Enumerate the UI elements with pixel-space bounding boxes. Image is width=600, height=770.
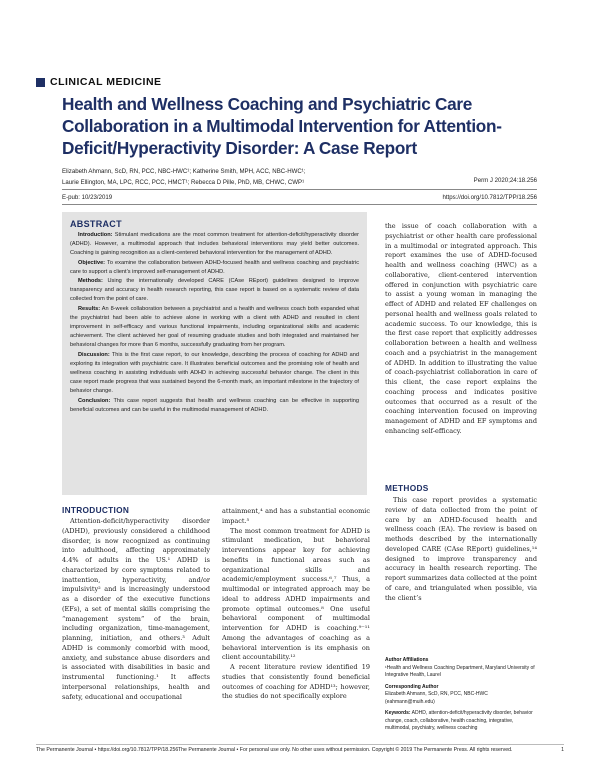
intro-column-1 bbox=[62, 517, 210, 702]
intro-paragraph: the issue of coach collaboration with a psychiatrist or other health care professional in a multimodal or integrated approach. This report examines the use of ADHD-focused health and wellness coaching (HWC) as a collaborative, client-centered intervention offered in conjunction with psychiatric care to assist a young woman in managing the effect of ADHD and related EF challenges on personal health and wellness goals related to academic success. To our knowledge, this is the first case report that explicitly addresses collaboration between a health and wellness coach and a psychiatrist in the management of ADHD. In addition to illustrating the value of coach-psychiatrist collaboration in care of this client, the case report explains the coaching process and indicates positive outcomes that occurred as a result of the coaching intervention focused on improving management of ADHD and EF symptoms and enhancing self-efficacy. bbox=[385, 222, 537, 435]
epub-date: E-pub: 10/23/2019 bbox=[62, 194, 113, 201]
citation: Perm J 2020;24:18.256 bbox=[473, 177, 537, 184]
abstract-heading: ABSTRACT bbox=[70, 219, 122, 229]
abstract-methods: Methods: Using the internationally developed CARE (CAse REport) guidelines designed to improve transparency and accuracy in health research reporting, this case report is based on a systematic review of data collected from the point of care. bbox=[70, 278, 359, 303]
footer-right: The Permanente Journal • For personal use only. No other uses without permission. Copyright © 2019 The Permanente Press. All rights reserved. bbox=[178, 747, 513, 753]
intro-column-2 bbox=[222, 507, 370, 702]
author-line-1: Elizabeth Ahmann, ScD, RN, PCC, NBC-HWC¹; Katherine Smith, MPH, ACC, NBC-HWC¹; bbox=[62, 168, 306, 175]
intro-paragraph: A recent literature review identified 19 studies that consistently found beneficial outcomes of coaching for ADHD¹³; however, the studies do not specifically explore bbox=[222, 663, 370, 701]
divider-bottom bbox=[62, 204, 537, 205]
section-label-text: CLINICAL MEDICINE bbox=[50, 76, 162, 88]
footer-left: The Permanente Journal • https://doi.org/10.7812/TPP/18.256 bbox=[36, 747, 179, 753]
abstract-introduction: Introduction: Stimulant medications are the most common treatment for attention-deficit/hyperactivity disorder (ADHD). However, a multimodal approach that includes behavioral interventions may yield better outcomes. Coaching is gaining recognition as a client-centered behavioral intervention for the management of ADHD. bbox=[70, 232, 359, 257]
corresponding-author: Corresponding Author Elizabeth Ahmann, ScD, RN, PCC, NBC-HWC (eahmann@muih.edu) bbox=[385, 683, 488, 705]
page-number: 1 bbox=[561, 747, 564, 753]
methods-heading: METHODS bbox=[385, 483, 429, 493]
abstract-results: Results: An 8-week collaboration between a psychiatrist and a health and wellness coach both expanded what the psychiatrist had been able to achieve alone in working with a client with ADHD and resulted in client improvement in self-efficacy and various functional impairments, including organizational skills and academic achievement. The client achieved her goal of resuming graduate studies and both integrated and maintained her behavioral changes for more than 6 months, successfully graduating from her program. bbox=[70, 305, 359, 349]
methods-column bbox=[385, 496, 537, 603]
intro-column-3 bbox=[385, 222, 537, 437]
author-affiliations: Author Affiliations ¹Health and Wellness Coaching Department, Maryland University of Integrative Health, Laurel bbox=[385, 657, 535, 678]
section-square-icon bbox=[36, 78, 45, 87]
abstract-objective: Objective: To examine the collaboration between ADHD-focused health and wellness coaching and psychiatric care to support a client’s improved self-management of ADHD. bbox=[70, 259, 359, 275]
footer-divider bbox=[36, 744, 564, 745]
divider-top bbox=[62, 189, 537, 190]
introduction-heading: INTRODUCTION bbox=[62, 505, 130, 515]
intro-paragraph: Attention-deficit/hyperactivity disorder (ADHD), previously considered a childhood disorder, is now recognized as continuing into adulthood, affecting approximately 4.4% of adults in the US.¹ ADHD is characterized by core symptoms related to inattention, hyperactivity, and/or impulsivity² and is increasingly understood as a disorder of the executive functions (EFs), a set of mental skills comprising the “management system” of the brain, including organization, time-management, planning, initiation, and others.³ Adult ADHD is commonly comorbid with mood, anxiety, and substance abuse disorders and is associated with disabilities in basic and instrumental functioning.¹ It affects interpersonal relationships, health and safety, educational and occupational bbox=[62, 517, 210, 701]
article-title: Health and Wellness Coaching and Psychiatric Care Collaboration in a Multimodal Intervention for Attention-Deficit/Hyperactivity Disorder: A Case Report bbox=[62, 94, 502, 158]
keywords: Keywords: ADHD, attention-deficit/hyperactivity disorder, behavior change, coach, collaborative, health coaching, integrative, multimodal, psychiatry, wellness coaching bbox=[385, 710, 533, 731]
affiliations-box bbox=[385, 657, 537, 737]
doi-link[interactable]: https://doi.org/10.7812/TPP/18.256 bbox=[442, 194, 537, 201]
intro-paragraph: The most common treatment for ADHD is stimulant medication, but behavioral interventions appear key for achieving benefits in functional areas such as organizational skills and academic/employment success.⁶,⁷ Thus, a multimodal or integrated approach may be ideal to address ADHD impairments and promote optimal outcomes.⁸ One useful behavioral component of multimodal intervention for ADHD is coaching.⁹⁻¹¹ Among the advantages of coaching as a behavioral intervention is its emphasis on client accountability.¹² bbox=[222, 526, 370, 662]
intro-paragraph: attainment,⁴ and has a substantial economic impact.⁵ bbox=[222, 507, 370, 525]
abstract-conclusion: Conclusion: This case report suggests that health and wellness coaching can be effective in supporting beneficial outcomes and can be useful in the multimodal management of ADHD. bbox=[70, 397, 359, 413]
methods-paragraph: This case report provides a systematic review of data collected from the point of care by an ADHD-focused health and wellness coach (EA). The review is based on methods described by the internationally developed CARE (CAse REport) guidelines,¹⁴ designed to improve transparency and accuracy in health research reporting. The report summarizes data collected at the point of care, and triangulated when possible, via the client’s bbox=[385, 496, 537, 602]
author-list bbox=[62, 167, 382, 189]
author-line-2: Laurie Ellington, MA, LPC, RCC, PCC, HMCT¹; Rebecca D Pille, PhD, MB, CHWC, CWP¹ bbox=[62, 178, 305, 186]
abstract-box bbox=[62, 212, 367, 495]
abstract-discussion: Discussion: This is the first case report, to our knowledge, describing the process of coaching for ADHD and exploring its integration with psychiatric care. It illustrates beneficial outcomes and the promising role of health and wellness coaching in assisting individuals with ADHD in achieving successful behavior change. The client in this case report made progress that was sustained beyond the 6-month mark, an important milestone in the trajectory of behavior change. bbox=[70, 351, 359, 395]
section-label bbox=[36, 76, 162, 88]
